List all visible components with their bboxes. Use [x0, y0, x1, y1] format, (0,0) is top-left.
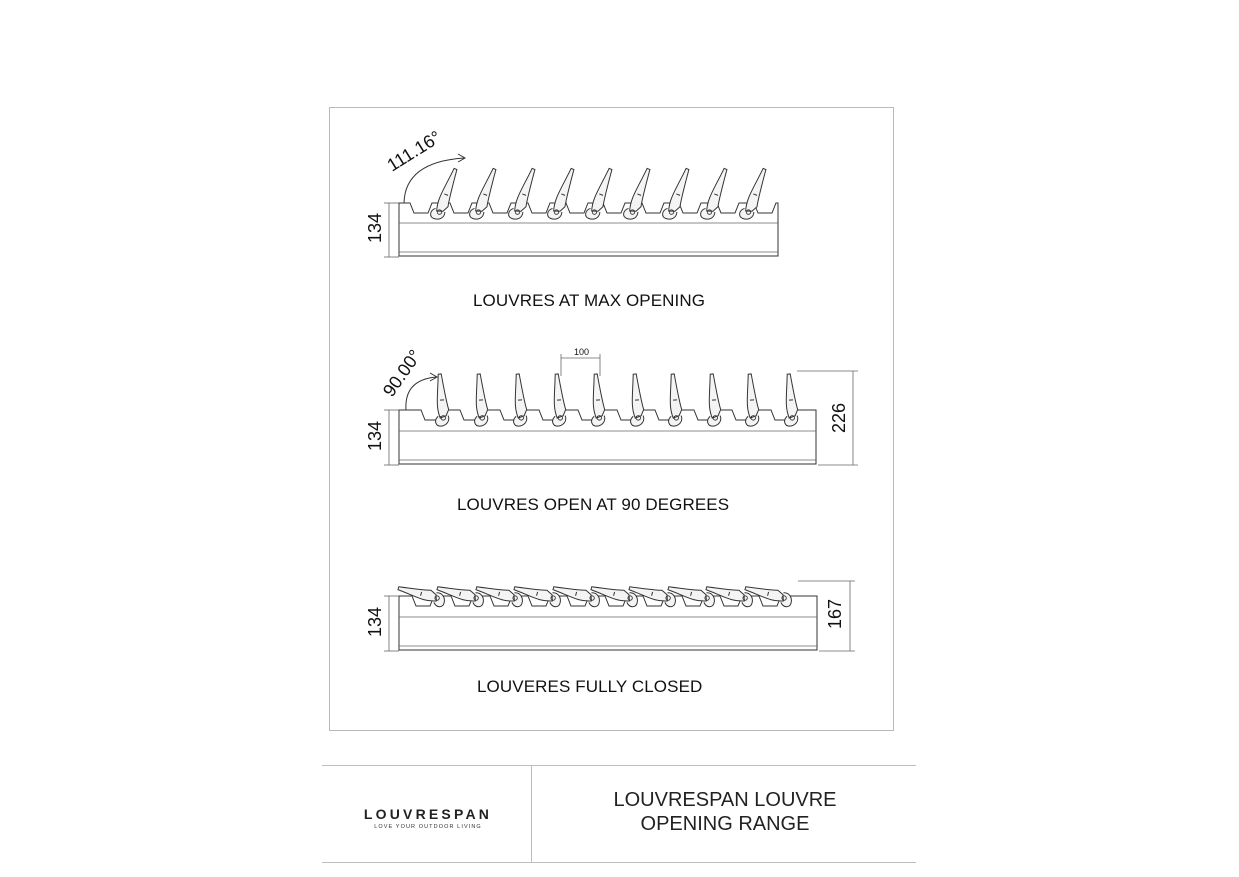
view-max-opening [365, 127, 778, 257]
caption-max-opening: LOUVRES AT MAX OPENING [473, 291, 706, 310]
beam-profile [399, 596, 817, 650]
angle-arc [404, 158, 464, 203]
angle-label: 111.16° [383, 126, 445, 176]
louvre-blade [549, 374, 566, 427]
height-label: 134 [365, 606, 385, 637]
logo-tagline: LOVE YOUR OUTDOOR LIVING [374, 824, 482, 830]
caption-fully-closed: LOUVERES FULLY CLOSED [477, 677, 703, 696]
title-block-bottom-rule [322, 862, 916, 863]
view-fully-closed [365, 581, 855, 651]
height-label: 134 [365, 212, 385, 243]
angle-arc [406, 377, 436, 410]
louvre-blade [704, 374, 721, 427]
louvre-blade [396, 582, 446, 608]
sheet-title-line-2: OPENING RANGE [640, 813, 810, 835]
louvre-blade [742, 374, 759, 427]
louvre-blades [429, 166, 770, 221]
logo-wordmark: LOUVRESPAN [363, 806, 493, 822]
title-block-divider [531, 765, 532, 863]
louvre-blade [781, 374, 798, 427]
angle-label: 90.00° [378, 346, 426, 401]
caption-open-90: LOUVRES OPEN AT 90 DEGREES [457, 495, 730, 514]
sheet-title [560, 788, 890, 836]
view-open-90 [365, 346, 858, 465]
louvre-blade [588, 374, 605, 427]
louvre-blade [432, 374, 449, 427]
height-label: 134 [365, 420, 385, 451]
louvrespan-logo [362, 806, 494, 830]
louvre-blade [510, 374, 527, 427]
total-height-label: 167 [825, 598, 845, 629]
title-block-top-rule [322, 765, 916, 766]
louvre-blades [396, 582, 793, 608]
louvre-blades [432, 374, 798, 427]
spacing-label: 100 [574, 347, 590, 357]
total-height-label: 226 [829, 402, 849, 433]
louvre-blade [471, 374, 488, 427]
louvre-blade [665, 374, 682, 427]
louvre-blade [627, 374, 644, 427]
sheet-title-line-1: LOUVRESPAN LOUVRE [613, 789, 837, 811]
